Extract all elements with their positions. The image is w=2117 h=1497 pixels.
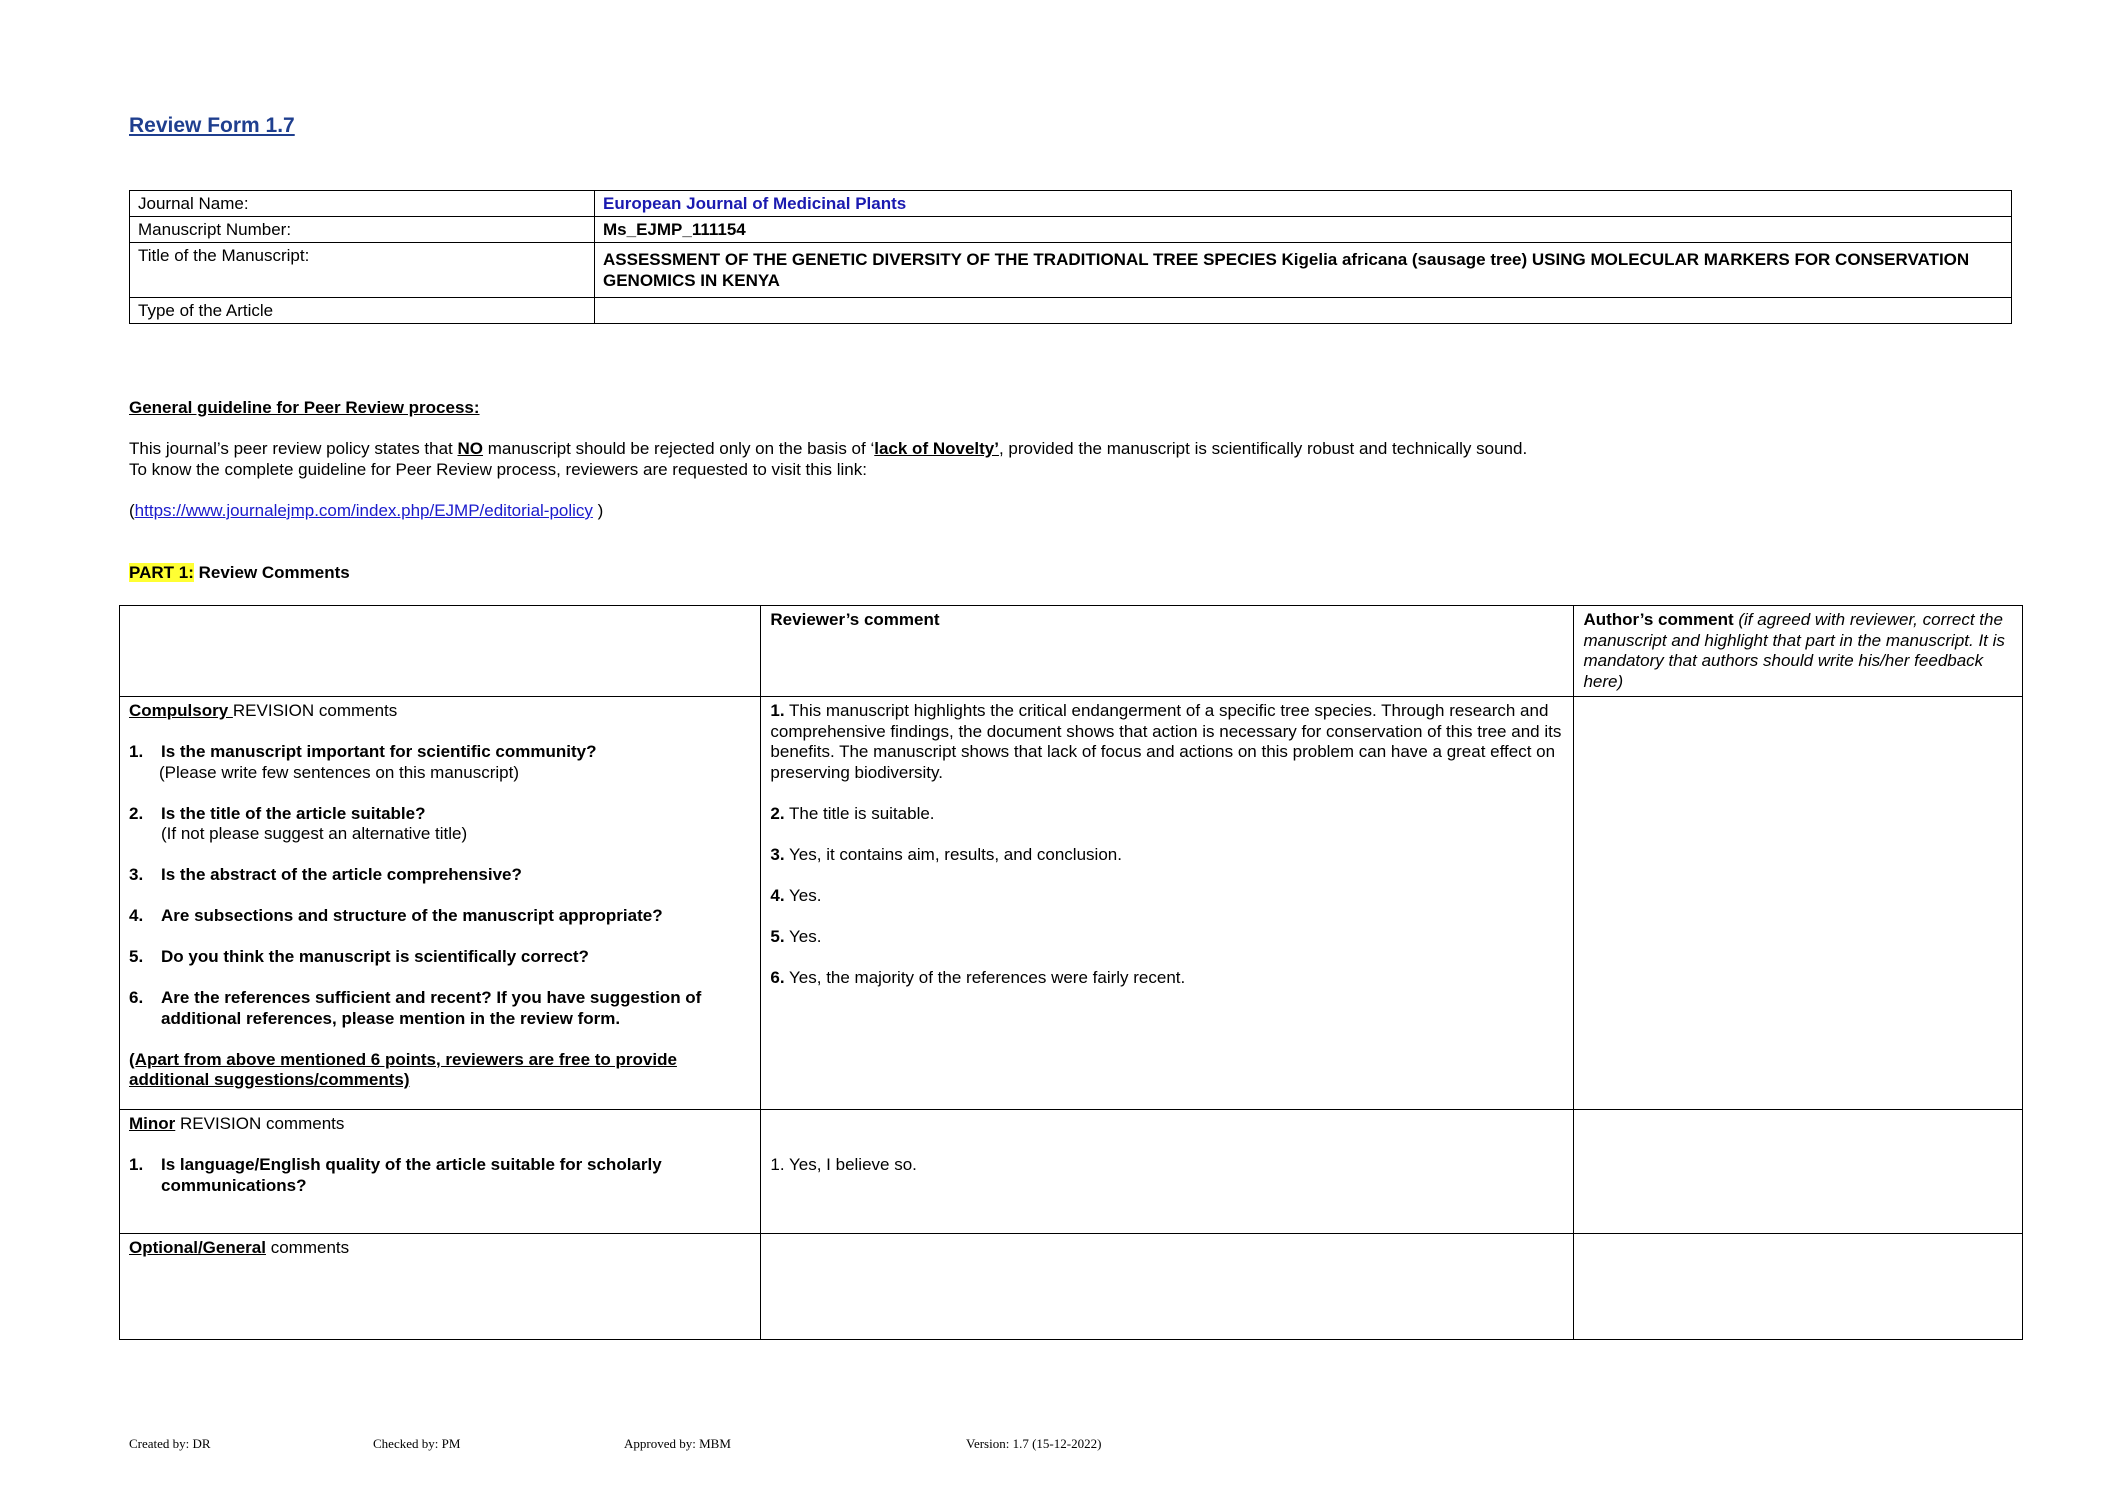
- answer-6: [770, 968, 1564, 989]
- guideline-policy-text: [129, 438, 1527, 459]
- compulsory-row: [120, 697, 2023, 1110]
- minor-author-cell[interactable]: [1574, 1110, 2023, 1234]
- author-comment-instruction: (if agreed with reviewer, correct the manuscript and highlight that part in the manuscript. It is mandatory that authors should write his/her feedback here): [1583, 610, 2005, 691]
- question-2: [129, 804, 751, 825]
- guideline-link-line: [129, 500, 603, 521]
- optional-label: Optional/General: [129, 1238, 266, 1257]
- editorial-policy-link[interactable]: https://www.journalejmp.com/index.php/EJMP/editorial-policy: [134, 501, 593, 520]
- reviewer-comment-header: Reviewer’s comment: [770, 610, 940, 629]
- answer-text: This manuscript highlights the critical endangerment of a specific tree species. Through research and comprehensive findings, the document shows that action is necessary for conservation of this tree and its benefits. The manuscript shows that lack of focus and actions on this problem can have a great effect on preserving biodiversity.: [770, 701, 1562, 782]
- question-text: Is language/English quality of the article suitable for scholarly communications?: [161, 1155, 662, 1195]
- question-3: [129, 865, 751, 886]
- compulsory-label: Compulsory: [129, 701, 233, 720]
- question-number: 3.: [129, 865, 144, 884]
- optional-author-cell[interactable]: [1574, 1234, 2023, 1340]
- question-text: Do you think the manuscript is scientifically correct?: [161, 947, 589, 966]
- question-1: [129, 742, 751, 763]
- part1-title: Review Comments: [193, 563, 350, 582]
- answer-1: [770, 701, 1564, 783]
- footer-created-by: Created by: DR: [129, 1436, 211, 1451]
- question-number: 1.: [129, 742, 144, 761]
- part1-heading: [129, 563, 350, 583]
- guideline-title: General guideline for Peer Review process:: [129, 398, 480, 417]
- header-reviewer-cell: [761, 606, 1574, 697]
- manuscript-title-value: ASSESSMENT OF THE GENETIC DIVERSITY OF THE TRADITIONAL TREE SPECIES Kigelia africana (sausage tree) USING MOLECULAR MARKERS FOR CONSERVATION GENOMICS IN KENYA: [595, 243, 2012, 298]
- question-2-hint: (If not please suggest an alternative title): [161, 824, 468, 843]
- question-text: Are subsections and structure of the manuscript appropriate?: [161, 906, 663, 925]
- question-6: [129, 988, 751, 1029]
- answer-number: 6.: [770, 967, 785, 987]
- compulsory-questions-cell: [120, 697, 761, 1110]
- article-type-label: Type of the Article: [130, 298, 595, 324]
- compulsory-rest: REVISION comments: [232, 701, 398, 720]
- question-text: Is the title of the article suitable?: [161, 803, 426, 823]
- minor-rest: REVISION comments: [175, 1114, 345, 1133]
- part1-label: PART 1:: [129, 563, 194, 582]
- minor-heading: [129, 1114, 751, 1135]
- minor-answer: 1. Yes, I believe so.: [770, 1155, 917, 1174]
- answer-number: 5.: [770, 926, 785, 946]
- additional-suggestions-note: (Apart from above mentioned 6 points, reviewers are free to provide additional suggestions/comments): [129, 1049, 677, 1089]
- header-author-cell: [1574, 606, 2023, 697]
- answer-4: [770, 886, 1564, 907]
- header-blank-cell: [120, 606, 761, 697]
- policy-no-emphasis: NO: [457, 439, 484, 458]
- compulsory-heading: [129, 701, 751, 722]
- manuscript-number-value: Ms_EJMP_111154: [595, 217, 2012, 243]
- minor-reviewer-cell: [761, 1110, 1574, 1234]
- question-number: 4.: [129, 906, 144, 925]
- answer-number: 1.: [770, 701, 785, 720]
- compulsory-author-cell[interactable]: [1574, 697, 2023, 1110]
- question-number: 2.: [129, 803, 144, 823]
- answer-text: Yes, the majority of the references were fairly recent.: [784, 967, 1186, 987]
- minor-question-1: [129, 1155, 751, 1196]
- answer-number: 4.: [770, 885, 785, 905]
- question-text: Are the references sufficient and recent? If you have suggestion of additional references, please mention in the review form.: [161, 988, 702, 1028]
- compulsory-reviewer-cell: [761, 697, 1574, 1110]
- manuscript-number-row: [130, 217, 2012, 243]
- minor-label: Minor: [129, 1114, 176, 1133]
- guideline-visit-text: To know the complete guideline for Peer Review process, reviewers are requested to visit this link:: [129, 460, 867, 479]
- answer-number: 3.: [770, 844, 785, 864]
- minor-questions-cell: [120, 1110, 761, 1234]
- manuscript-title-row: [130, 243, 2012, 298]
- article-type-value: [595, 298, 2012, 324]
- answer-text: Yes, it contains aim, results, and conclusion.: [784, 844, 1122, 864]
- journal-label: Journal Name:: [130, 191, 595, 217]
- article-type-row: [130, 298, 2012, 324]
- review-header-row: [120, 606, 2023, 697]
- footer-checked-by: Checked by: PM: [373, 1436, 461, 1451]
- minor-row: [120, 1110, 2023, 1234]
- link-paren: (: [129, 501, 135, 520]
- answer-text: The title is suitable.: [784, 803, 935, 823]
- form-title: Review Form 1.7: [129, 114, 295, 137]
- policy-text-part: manuscript should be rejected only on the basis of ‘: [483, 439, 875, 458]
- optional-reviewer-cell[interactable]: [761, 1234, 1574, 1340]
- optional-row: [120, 1234, 2023, 1340]
- optional-rest: comments: [265, 1238, 350, 1257]
- answer-2: [770, 804, 1564, 825]
- journal-row: [130, 191, 2012, 217]
- manuscript-info-table: [129, 190, 2012, 324]
- footer-version: Version: 1.7 (15-12-2022): [966, 1436, 1102, 1451]
- question-5: [129, 947, 751, 968]
- optional-cell: [120, 1234, 761, 1340]
- answer-number: 2.: [770, 803, 785, 823]
- answer-text: Yes.: [784, 885, 822, 905]
- manuscript-number-label: Manuscript Number:: [130, 217, 595, 243]
- answer-3: [770, 845, 1564, 866]
- question-number: 1.: [129, 1155, 144, 1174]
- question-text: Is the abstract of the article comprehensive?: [161, 865, 522, 884]
- footer-approved-by: Approved by: MBM: [624, 1436, 731, 1451]
- question-number: 5.: [129, 947, 144, 966]
- manuscript-title-label: Title of the Manuscript:: [130, 243, 595, 298]
- link-paren: ): [592, 501, 604, 520]
- review-comments-table: [119, 605, 2023, 1340]
- question-number: 6.: [129, 988, 144, 1007]
- policy-novelty-emphasis: lack of Novelty’: [874, 439, 999, 458]
- author-comment-header: Author’s comment: [1583, 610, 1734, 629]
- answer-5: [770, 927, 1564, 948]
- journal-value: European Journal of Medicinal Plants: [595, 191, 2012, 217]
- answer-text: Yes.: [784, 926, 822, 946]
- question-text: Is the manuscript important for scientific community?: [161, 742, 597, 761]
- question-4: [129, 906, 751, 927]
- policy-text-part: This journal’s peer review policy states that: [129, 439, 458, 458]
- policy-text-part: , provided the manuscript is scientifically robust and technically sound.: [998, 439, 1528, 458]
- question-1-hint: (Please write few sentences on this manuscript): [159, 762, 519, 782]
- optional-heading: [129, 1238, 751, 1259]
